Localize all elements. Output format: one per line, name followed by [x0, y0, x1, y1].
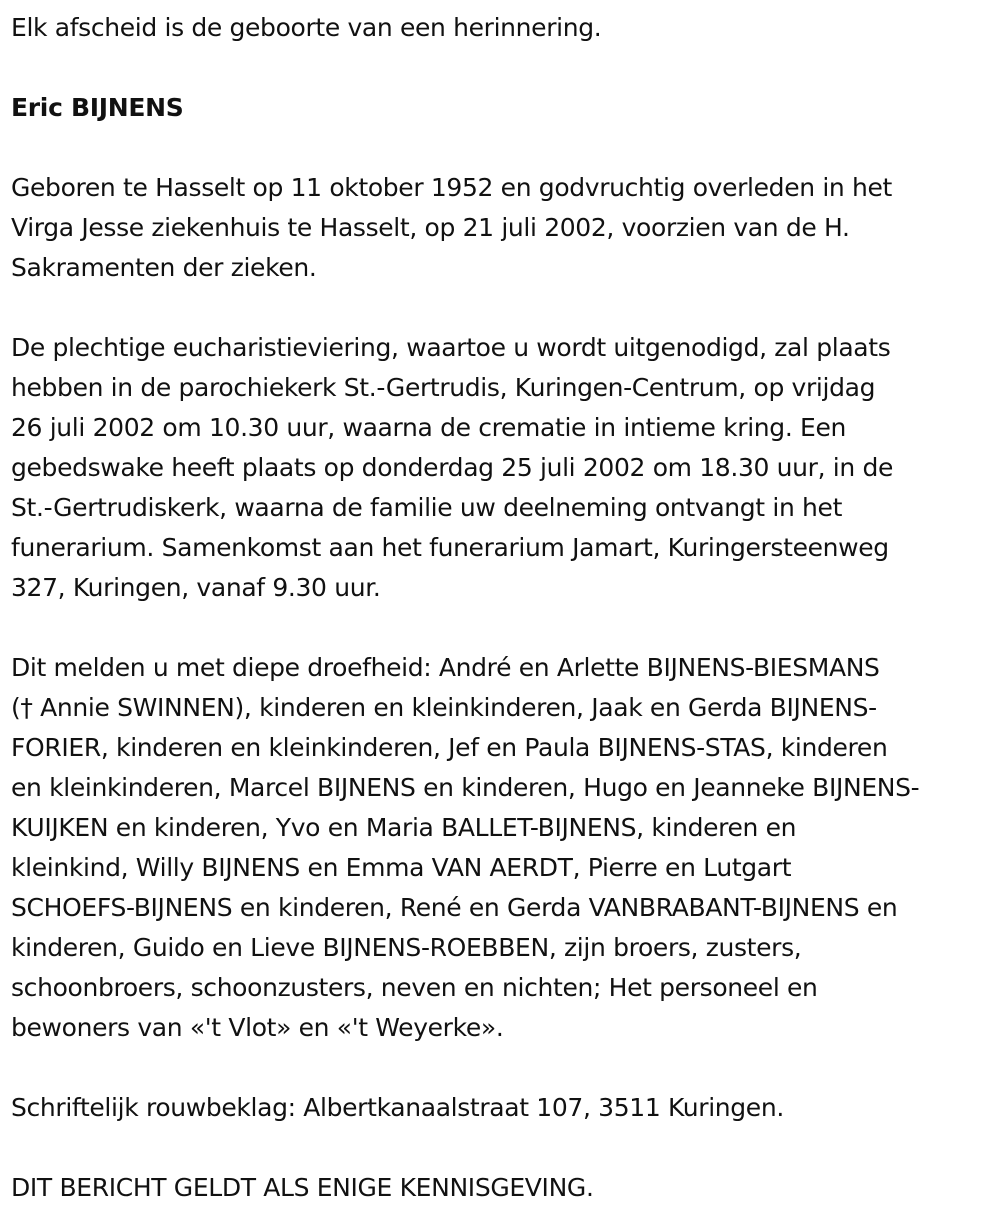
- opening-quote: Elk afscheid is de geboorte van een herinnering.: [11, 13, 602, 42]
- death-notice: [11, 8, 996, 1208]
- spacer: [11, 1128, 996, 1168]
- condolence-address: Schriftelijk rouwbeklag: Albertkanaalstraat 107, 3511 Kuringen.: [11, 1093, 784, 1122]
- family-paragraph: Dit melden u met diepe droefheid: André en Arlette BIJNENS-BIESMANS († Annie SWINNEN), kinderen en kleinkinderen, Jaak en Gerda BIJNENS- FORIER, kinderen en kleinkinderen, Jef en Paula BIJNENS-STAS, kinderen en kleinkinderen, Marcel BIJNENS en kinderen, Hugo en Jeanneke BIJNENS- KUIJKEN en kinderen, Yvo en Maria BALLET-BIJNENS, kinderen en kleinkind, Willy BIJNENS en Emma VAN AERDT, Pierre en Lutgart SCHOEFS-BIJNENS en kinderen, René en Gerda VANBRABANT-BIJNENS en kinderen, Guido en Lieve BIJNENS-ROEBBEN, zijn broers, zusters, schoonbroers, schoonzusters, neven en nichten; Het personeel en bewoners van «'t Vlot» en «'t Weyerke».: [11, 653, 920, 1042]
- spacer: [11, 48, 996, 88]
- deceased-name: Eric BIJNENS: [11, 93, 184, 122]
- notice-statement: DIT BERICHT GELDT ALS ENIGE KENNISGEVING.: [11, 1173, 594, 1202]
- ceremony-paragraph: De plechtige eucharistieviering, waartoe u wordt uitgenodigd, zal plaats hebben in de parochiekerk St.-Gertrudis, Kuringen-Centrum, op vrijdag 26 juli 2002 om 10.30 uur, waarna de crematie in intieme kring. Een gebedswake heeft plaats op donderdag 25 juli 2002 om 18.30 uur, in de St.-Gertrudiskerk, waarna de familie uw deelneming ontvangt in het funerarium. Samenkomst aan het funerarium Jamart, Kuringersteenweg 327, Kuringen, vanaf 9.30 uur.: [11, 333, 894, 602]
- birth-death-paragraph: Geboren te Hasselt op 11 oktober 1952 en godvruchtig overleden in het Virga Jesse ziekenhuis te Hasselt, op 21 juli 2002, voorzien van de H. Sakramenten der zieken.: [11, 173, 892, 282]
- spacer: [11, 1048, 996, 1088]
- spacer: [11, 128, 996, 168]
- spacer: [11, 288, 996, 328]
- spacer: [11, 608, 996, 648]
